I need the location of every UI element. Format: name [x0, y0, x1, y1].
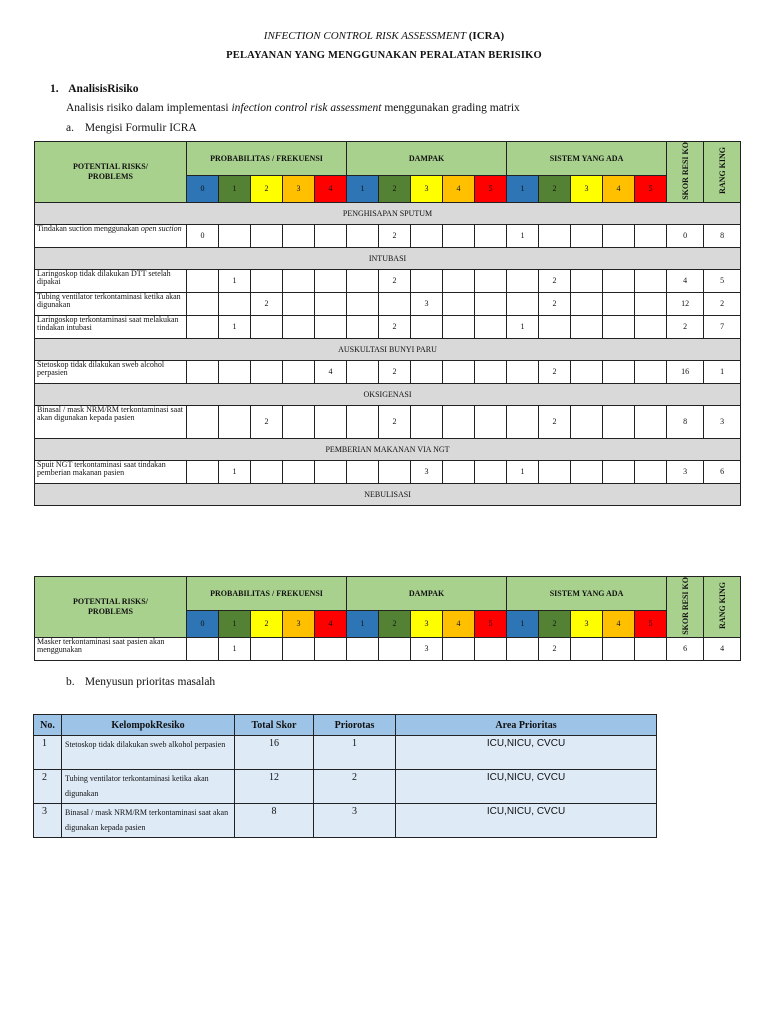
intro-post: menggunakan grading matrix [384, 102, 520, 114]
prob-cell [251, 460, 283, 483]
prob-cell [251, 224, 283, 247]
priority-kelompok: Stetoskop tidak dilakukan sweb alkohol perpasien [62, 736, 235, 770]
header-sistem: SISTEM YANG ADA [507, 577, 667, 611]
sistem-cell [507, 405, 539, 438]
prob-cell [187, 405, 219, 438]
priority-no: 3 [34, 804, 62, 838]
dampak-cell [475, 360, 507, 383]
document-subtitle: PELAYANAN YANG MENGGUNAKAN PERALATAN BERISIKO [226, 50, 542, 61]
scale-cell: 3 [411, 175, 443, 202]
document-title [0, 30, 768, 42]
dampak-cell: 2 [379, 224, 411, 247]
prob-cell [219, 360, 251, 383]
risk-label [35, 315, 187, 338]
sistem-cell [539, 224, 571, 247]
sistem-cell [571, 637, 603, 660]
scale-cell: 2 [251, 175, 283, 202]
intro-paragraph [66, 102, 520, 114]
risk-label [35, 360, 187, 383]
dampak-cell [411, 360, 443, 383]
sistem-cell: 2 [539, 405, 571, 438]
icra-section-row [35, 247, 741, 269]
sistem-cell [635, 405, 667, 438]
section-title: AnalisisRisiko [68, 83, 139, 95]
dampak-cell [379, 637, 411, 660]
prob-cell: 1 [219, 315, 251, 338]
scale-cell: 4 [603, 610, 635, 637]
icra-row [35, 292, 741, 315]
subsection-a-text: Mengisi Formulir ICRA [84, 122, 197, 134]
dampak-cell [347, 224, 379, 247]
prob-cell [315, 405, 347, 438]
rank-cell: 5 [704, 269, 741, 292]
rank-cell: 3 [704, 405, 741, 438]
skor-cell: 8 [667, 405, 704, 438]
subsection-b-text: Menyusun prioritas masalah [84, 676, 216, 688]
prob-cell [283, 360, 315, 383]
icra-row [35, 360, 741, 383]
scale-cell: 4 [603, 175, 635, 202]
sistem-cell [603, 224, 635, 247]
risk-label-text: Tubing ventilator terkontaminasi ketika akan digunakan [37, 292, 181, 310]
scale-cell: 4 [315, 175, 347, 202]
prob-cell: 1 [219, 460, 251, 483]
priority-no: 1 [34, 736, 62, 770]
sistem-cell: 1 [507, 224, 539, 247]
dampak-cell [475, 460, 507, 483]
header-ranking-text: RANG KING [717, 147, 727, 195]
priority-no: 2 [34, 770, 62, 804]
sistem-cell [539, 460, 571, 483]
skor-cell: 3 [667, 460, 704, 483]
scale-cell: 4 [315, 610, 347, 637]
scale-cell: 3 [571, 610, 603, 637]
scale-cell: 1 [219, 610, 251, 637]
header-skor-text: SKOR RESI KO [680, 577, 690, 635]
prob-cell [315, 460, 347, 483]
priority-area: ICU,NICU, CVCU [396, 736, 657, 770]
subsection-a-letter: a. [66, 122, 74, 134]
sistem-cell [539, 315, 571, 338]
scale-cell: 1 [347, 175, 379, 202]
section-number: 1. [50, 83, 59, 95]
rank-cell: 6 [704, 460, 741, 483]
dampak-cell [379, 292, 411, 315]
prob-cell [283, 637, 315, 660]
prob-cell [283, 405, 315, 438]
sistem-cell [507, 360, 539, 383]
scale-cell: 2 [379, 610, 411, 637]
risk-label-text: Tindakan suction menggunakan [37, 224, 139, 233]
dampak-cell [347, 315, 379, 338]
prob-cell: 4 [315, 360, 347, 383]
icra-row [35, 224, 741, 247]
icra-row [35, 405, 741, 438]
sistem-cell [571, 460, 603, 483]
scale-cell: 2 [379, 175, 411, 202]
header-ranking [704, 142, 741, 203]
dampak-cell: 2 [379, 269, 411, 292]
priority-area: ICU,NICU, CVCU [396, 804, 657, 838]
sistem-cell [571, 405, 603, 438]
priority-row [34, 804, 657, 838]
intro-italic: infection control risk assessment [231, 102, 382, 114]
prob-cell [283, 460, 315, 483]
dampak-cell: 2 [379, 315, 411, 338]
risk-label-italic: open suction [140, 224, 182, 233]
priority-skor: 12 [235, 770, 314, 804]
sistem-cell [571, 224, 603, 247]
section-title: AUSKULTASI BUNYI PARU [35, 338, 741, 360]
prob-cell [315, 315, 347, 338]
sistem-cell [635, 637, 667, 660]
prob-cell [315, 292, 347, 315]
dampak-cell [443, 637, 475, 660]
prob-cell [251, 269, 283, 292]
sistem-cell [635, 224, 667, 247]
header-potential-risks: POTENTIAL RISKS/ PROBLEMS [35, 577, 187, 638]
risk-label [35, 224, 187, 247]
subsection-b-letter: b. [66, 676, 75, 688]
dampak-cell: 3 [411, 637, 443, 660]
scale-cell: 5 [475, 175, 507, 202]
priority-row [34, 770, 657, 804]
sistem-cell [635, 360, 667, 383]
sistem-cell [571, 269, 603, 292]
sistem-cell [507, 269, 539, 292]
icra-section-row [35, 438, 741, 460]
sistem-cell [507, 637, 539, 660]
sistem-cell [571, 315, 603, 338]
dampak-cell [347, 637, 379, 660]
sistem-cell [603, 315, 635, 338]
dampak-cell: 2 [379, 405, 411, 438]
sistem-cell [571, 360, 603, 383]
prob-cell [251, 315, 283, 338]
sistem-cell [635, 315, 667, 338]
dampak-cell [475, 269, 507, 292]
risk-label-text: Laringoskop tidak dilakukan DTT setelah dipakai [37, 269, 171, 287]
sistem-cell [507, 292, 539, 315]
icra-row [35, 460, 741, 483]
title-abbr: (ICRA) [468, 30, 505, 42]
dampak-cell [347, 269, 379, 292]
prob-cell [219, 292, 251, 315]
risk-label [35, 405, 187, 438]
prob-cell [315, 224, 347, 247]
sistem-cell [603, 637, 635, 660]
priority-prioritas: 2 [314, 770, 396, 804]
prob-cell: 1 [219, 637, 251, 660]
dampak-cell [443, 292, 475, 315]
scale-cell: 2 [539, 610, 571, 637]
sistem-cell: 2 [539, 637, 571, 660]
prob-cell: 2 [251, 405, 283, 438]
rank-cell: 8 [704, 224, 741, 247]
sistem-cell [571, 292, 603, 315]
rank-cell: 7 [704, 315, 741, 338]
rank-cell: 4 [704, 637, 741, 660]
priority-skor: 8 [235, 804, 314, 838]
risk-label-text: Stetoskop tidak dilakukan sweb alcohol perpasien [37, 360, 165, 378]
scale-cell: 1 [347, 610, 379, 637]
dampak-cell [475, 637, 507, 660]
section-title: PENGHISAPAN SPUTUM [35, 202, 741, 224]
priority-prioritas: 1 [314, 736, 396, 770]
rank-cell: 2 [704, 292, 741, 315]
risk-label [35, 637, 187, 660]
scale-cell: 4 [443, 175, 475, 202]
dampak-cell [411, 315, 443, 338]
priority-header-no: No. [34, 715, 62, 736]
prob-cell [315, 269, 347, 292]
scale-cell: 1 [507, 610, 539, 637]
priority-header-prioritas: Priorotas [314, 715, 396, 736]
intro-pre: Analisis risiko dalam implementasi [66, 102, 229, 114]
risk-label [35, 269, 187, 292]
scale-cell: 3 [571, 175, 603, 202]
priority-row [34, 736, 657, 770]
rank-cell: 1 [704, 360, 741, 383]
sistem-cell: 1 [507, 315, 539, 338]
dampak-cell [411, 269, 443, 292]
dampak-cell [443, 224, 475, 247]
skor-cell: 4 [667, 269, 704, 292]
sistem-cell [635, 269, 667, 292]
dampak-cell: 2 [379, 360, 411, 383]
scale-cell: 3 [283, 175, 315, 202]
prob-cell: 0 [187, 224, 219, 247]
skor-cell: 0 [667, 224, 704, 247]
priority-header-row [34, 715, 657, 736]
dampak-cell: 3 [411, 460, 443, 483]
dampak-cell [475, 292, 507, 315]
prob-cell [219, 405, 251, 438]
prob-cell: 2 [251, 292, 283, 315]
dampak-cell [443, 405, 475, 438]
icra-section-row [35, 483, 741, 505]
dampak-cell [443, 269, 475, 292]
icra-row [35, 269, 741, 292]
scale-cell: 4 [443, 610, 475, 637]
icra-row [35, 637, 741, 660]
risk-label [35, 460, 187, 483]
sistem-cell [603, 292, 635, 315]
prob-cell [283, 269, 315, 292]
priority-header-skor: Total Skor [235, 715, 314, 736]
priority-skor: 16 [235, 736, 314, 770]
dampak-cell [347, 460, 379, 483]
prob-cell [283, 224, 315, 247]
header-dampak: DAMPAK [347, 142, 507, 176]
dampak-cell [475, 405, 507, 438]
prob-cell [283, 292, 315, 315]
priority-header-area: Area Prioritas [396, 715, 657, 736]
skor-cell: 2 [667, 315, 704, 338]
header-skor-resiko [667, 577, 704, 638]
scale-cell: 3 [283, 610, 315, 637]
icra-section-row [35, 383, 741, 405]
icra-table [34, 141, 741, 506]
icra-header-row [35, 577, 741, 611]
icra-section-row [35, 338, 741, 360]
risk-label [35, 292, 187, 315]
section-title: INTUBASI [35, 247, 741, 269]
header-potential-risks: POTENTIAL RISKS/ PROBLEMS [35, 142, 187, 203]
title-italic: INFECTION CONTROL RISK ASSESSMENT [263, 30, 466, 42]
sistem-cell [635, 460, 667, 483]
header-probabilitas: PROBABILITAS / FREKUENSI [187, 577, 347, 611]
risk-label-text: Masker terkontaminasi saat pasien akan menggunakan [37, 637, 165, 655]
sistem-cell: 2 [539, 269, 571, 292]
icra-table-continued [34, 576, 741, 661]
sistem-cell [603, 269, 635, 292]
risk-label-text: Laringoskop terkontaminasi saat melakukan tindakan intubasi [37, 315, 179, 333]
scale-cell: 5 [475, 610, 507, 637]
prob-cell [251, 360, 283, 383]
sistem-cell [635, 292, 667, 315]
section-heading [50, 83, 139, 95]
sistem-cell: 1 [507, 460, 539, 483]
risk-label-text: Binasal / mask NRM/RM terkontaminasi saat akan digunakan kepada pasien [37, 405, 183, 423]
risk-label-text: Spuit NGT terkontaminasi saat tindakan pemberian makanan pasien [37, 460, 166, 478]
header-dampak: DAMPAK [347, 577, 507, 611]
prob-cell [187, 269, 219, 292]
subsection-a [66, 122, 197, 134]
dampak-cell [475, 224, 507, 247]
header-ranking [704, 577, 741, 638]
header-sistem: SISTEM YANG ADA [507, 142, 667, 176]
prob-cell [187, 292, 219, 315]
dampak-cell [347, 360, 379, 383]
sistem-cell [603, 360, 635, 383]
header-probabilitas: PROBABILITAS / FREKUENSI [187, 142, 347, 176]
prob-cell [251, 637, 283, 660]
dampak-cell [443, 460, 475, 483]
scale-cell: 1 [507, 175, 539, 202]
prob-cell [187, 360, 219, 383]
prob-cell [187, 460, 219, 483]
sistem-cell [603, 460, 635, 483]
sistem-cell: 2 [539, 292, 571, 315]
dampak-cell [347, 292, 379, 315]
prob-cell [187, 637, 219, 660]
priority-header-kelompok: KelompokResiko [62, 715, 235, 736]
header-skor-text: SKOR RESI KO [680, 142, 690, 200]
prob-cell: 1 [219, 269, 251, 292]
header-ranking-text: RANG KING [717, 582, 727, 630]
scale-cell: 2 [539, 175, 571, 202]
icra-row [35, 315, 741, 338]
subsection-b [66, 676, 215, 688]
skor-cell: 12 [667, 292, 704, 315]
scale-cell: 0 [187, 175, 219, 202]
priority-kelompok: Tubing ventilator terkontaminasi ketika akan digunakan [62, 770, 235, 804]
prob-cell [315, 637, 347, 660]
skor-cell: 6 [667, 637, 704, 660]
dampak-cell [347, 405, 379, 438]
skor-cell: 16 [667, 360, 704, 383]
dampak-cell [411, 405, 443, 438]
dampak-cell [443, 315, 475, 338]
scale-cell: 3 [411, 610, 443, 637]
prob-cell [219, 224, 251, 247]
scale-cell: 2 [251, 610, 283, 637]
scale-cell: 5 [635, 175, 667, 202]
scale-cell: 1 [219, 175, 251, 202]
dampak-cell [379, 460, 411, 483]
dampak-cell [475, 315, 507, 338]
sistem-cell [603, 405, 635, 438]
priority-table [33, 714, 657, 838]
header-skor-resiko [667, 142, 704, 203]
priority-area: ICU,NICU, CVCU [396, 770, 657, 804]
section-title: NEBULISASI [35, 483, 741, 505]
section-title: OKSIGENASI [35, 383, 741, 405]
icra-section-row [35, 202, 741, 224]
priority-prioritas: 3 [314, 804, 396, 838]
dampak-cell [411, 224, 443, 247]
dampak-cell: 3 [411, 292, 443, 315]
dampak-cell [443, 360, 475, 383]
scale-cell: 5 [635, 610, 667, 637]
prob-cell [187, 315, 219, 338]
icra-header-row [35, 142, 741, 176]
prob-cell [283, 315, 315, 338]
priority-kelompok: Binasal / mask NRM/RM terkontaminasi saat akan digunakan kepada pasien [62, 804, 235, 838]
section-title: PEMBERIAN MAKANAN VIA NGT [35, 438, 741, 460]
scale-cell: 0 [187, 610, 219, 637]
sistem-cell: 2 [539, 360, 571, 383]
